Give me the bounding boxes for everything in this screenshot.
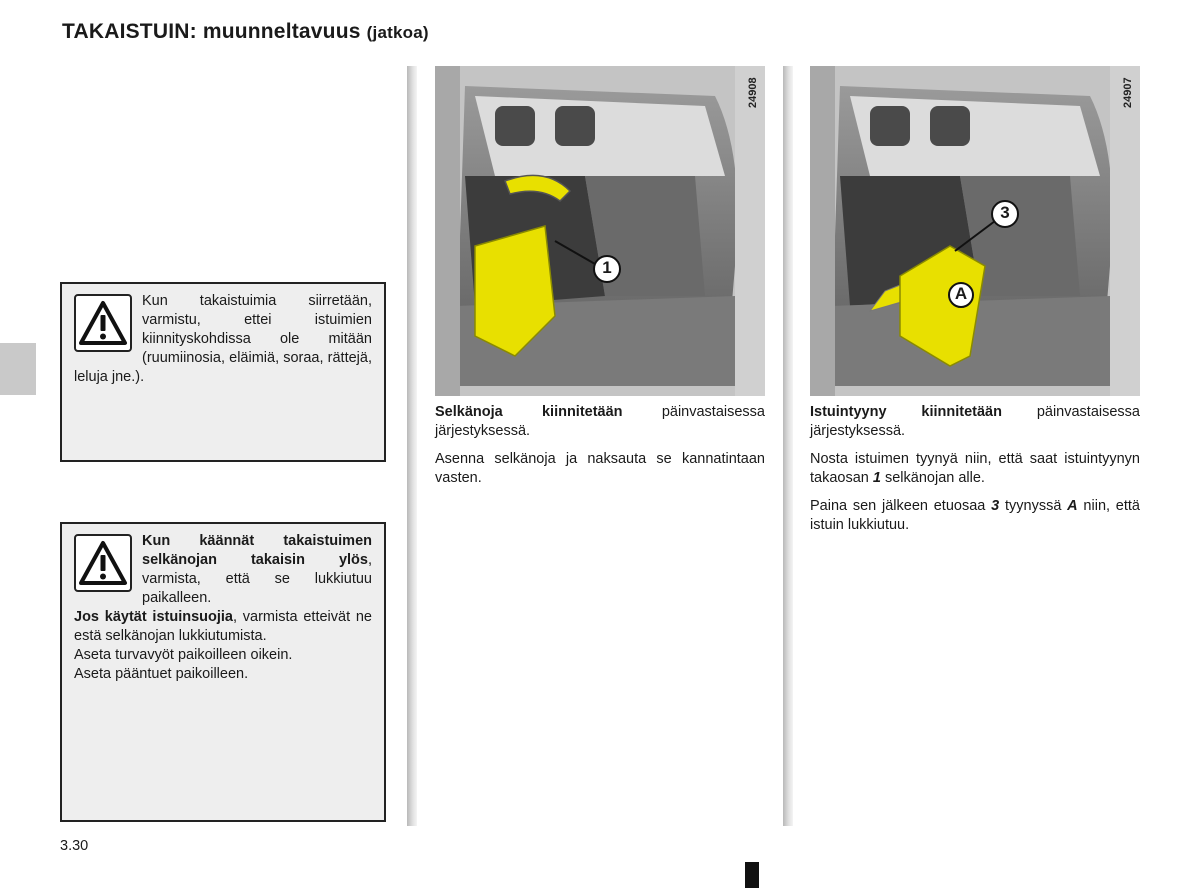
figure-1-caption <box>435 403 765 441</box>
warning-2-bold2: Jos käytät istuinsuojia <box>74 609 233 625</box>
figure-2-text <box>810 403 1140 544</box>
figure-2-callout-3: 3 <box>1000 203 1010 222</box>
figure-2-caption-rest: päinvastaisessa järjestyksessä. <box>810 404 1140 439</box>
figure-2-image <box>810 66 1140 396</box>
warning-2-bold1: Kun käännät takaistuimen selkänojan takaisin ylös <box>142 533 372 568</box>
column-divider <box>783 66 793 826</box>
page-title <box>62 20 429 44</box>
warning-2-para2 <box>74 608 372 646</box>
figure-2-para2-num: 3 <box>991 498 1000 514</box>
warning-2-line3: Aseta turvavyöt paikoilleen oikein. <box>74 647 293 663</box>
figure-2-caption <box>810 403 1140 441</box>
figure-1-callout-1: 1 <box>602 258 612 277</box>
figure-1-number: 24908 <box>747 77 759 108</box>
page-title-sub: (jatkoa) <box>366 23 429 42</box>
warning-triangle-icon <box>74 534 132 592</box>
figure-2-para2-a: Paina sen jälkeen etuosaa <box>810 498 992 514</box>
figure-2-number: 24907 <box>1122 77 1134 108</box>
figure-2-caption-bold: Istuintyyny kiinnitetään <box>810 404 1002 420</box>
figure-2-para2 <box>810 497 1140 535</box>
warning-box-2 <box>60 522 386 822</box>
warning-2-text1: , varmista, että se lukkiutuu paikalleen. <box>142 552 372 606</box>
figure-1-text <box>435 403 765 497</box>
chapter-tab <box>0 343 36 395</box>
figure-2-para2-c: niin, että istuin lukkiutuu. <box>810 498 1140 533</box>
figure-2-callout-a: A <box>954 284 968 303</box>
figure-1-para: Asenna selkänoja ja naksauta se kannatintaan vasten. <box>435 451 765 486</box>
warning-box-1 <box>60 282 386 462</box>
column-divider <box>407 66 417 826</box>
page-number: 3.30 <box>60 838 89 854</box>
figure-1-image <box>435 66 765 396</box>
figure-1-caption-rest: päinvastaisessa järjestyksessä. <box>435 404 765 439</box>
warning-1-text: Kun takaistuimia siirretään, varmistu, ettei istuimien kiinnityskohdissa ole mitään (ruumiinosia, eläimiä, soraa, rättejä, leluja jne.). <box>74 293 372 385</box>
figure-2-para2-letter: A <box>1067 498 1078 514</box>
figure-2-para1-a: Nosta istuimen tyynyä niin, että saat istuintyynyn takaosan <box>810 451 1140 486</box>
warning-2-line4: Aseta pääntuet paikoilleen. <box>74 666 249 682</box>
figure-2-para1 <box>810 450 1140 488</box>
warning-triangle-icon <box>74 294 132 352</box>
warning-2-text2: , varmista etteivät ne estä selkänojan lukkiutumista. <box>74 609 372 644</box>
figure-2-para2-b: tyynyssä <box>999 498 1068 514</box>
figure-1-caption-bold: Selkänoja kiinnitetään <box>435 404 623 420</box>
figure-2-para1-num: 1 <box>872 470 881 486</box>
figure-2-para1-b: selkänojan alle. <box>880 470 985 486</box>
page-edge-mark <box>745 862 759 888</box>
page-title-main: TAKAISTUIN: muunneltavuus <box>62 20 361 43</box>
